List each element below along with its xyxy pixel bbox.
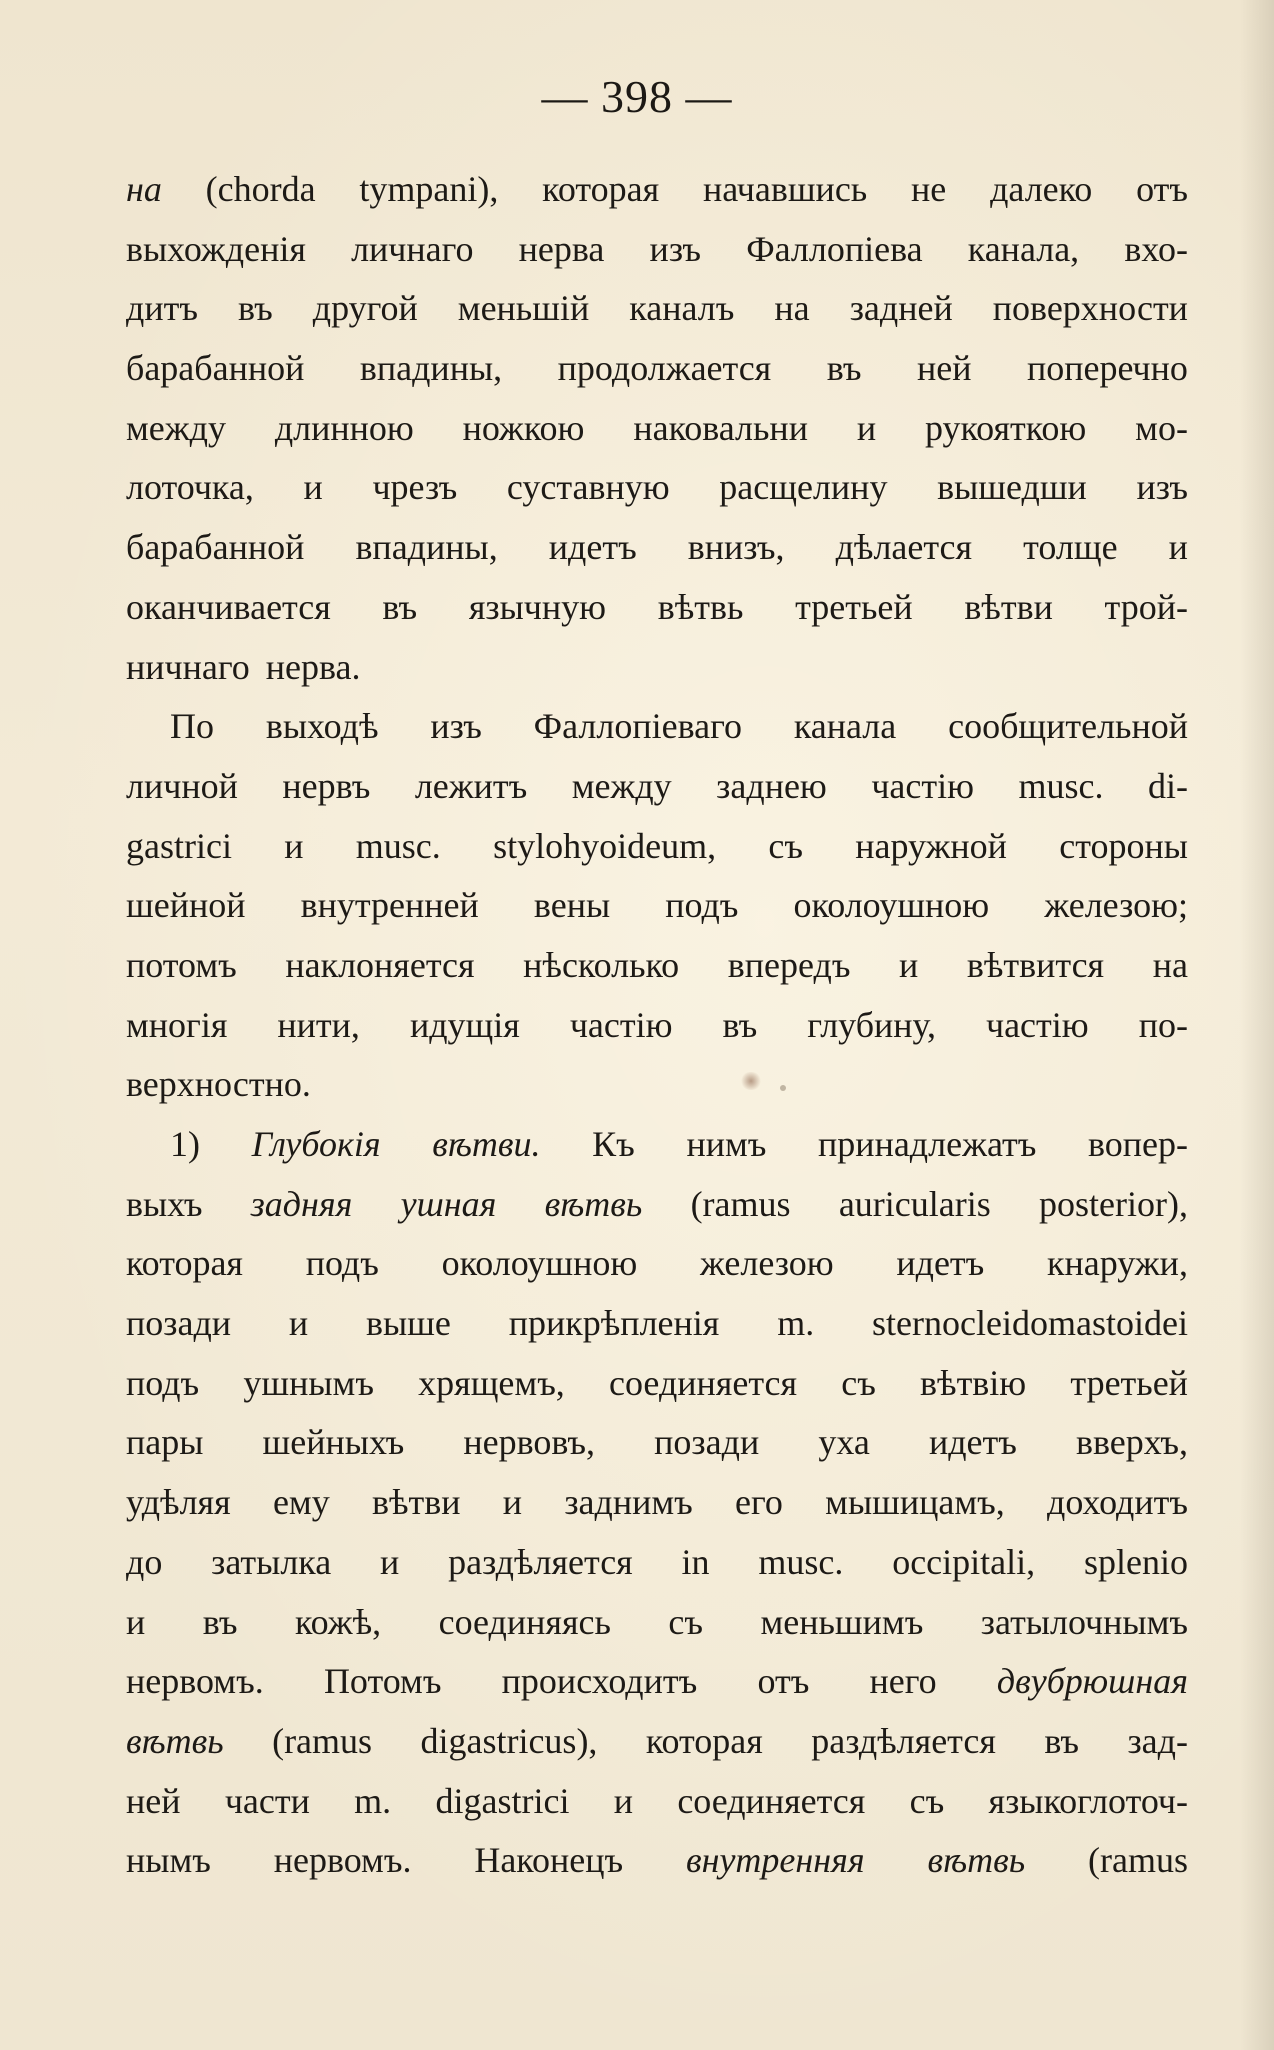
page-number: — 398 —	[541, 71, 733, 122]
word: выхъ	[126, 1183, 203, 1224]
word: железою	[699, 1243, 834, 1284]
word: нервомъ.	[273, 1840, 412, 1881]
text-line	[126, 1115, 1188, 1175]
word: околоушною	[793, 885, 990, 926]
word: идущія	[409, 1004, 520, 1045]
paper-fleck	[780, 1085, 786, 1091]
word: шейныхъ	[262, 1422, 405, 1463]
word: позади	[126, 1303, 232, 1344]
word: частію	[985, 1004, 1089, 1045]
word: digastricus),	[420, 1720, 598, 1761]
word: Фаллопіева	[746, 228, 923, 269]
word: потомъ	[126, 944, 237, 985]
text-line	[126, 160, 1188, 220]
word: него	[869, 1661, 937, 1702]
word: Фаллопіеваго	[533, 706, 742, 747]
word: и	[1168, 527, 1188, 568]
word: изъ	[649, 228, 702, 269]
word: отъ	[1136, 169, 1188, 209]
word: наковальни	[633, 407, 808, 448]
word: и	[856, 407, 877, 448]
word: на	[774, 288, 810, 329]
word: нимъ	[686, 1124, 767, 1164]
word: барабанной	[126, 348, 305, 389]
text-line	[126, 339, 1188, 399]
word: которая	[645, 1720, 763, 1761]
word: и	[899, 944, 919, 985]
word: musc.	[758, 1541, 844, 1582]
italic-word: вѣтвь	[544, 1183, 643, 1224]
word: соединяется	[677, 1780, 866, 1821]
word: до	[126, 1541, 163, 1582]
word: вѣтвится	[966, 944, 1105, 985]
word: личной	[126, 765, 238, 806]
word: толще	[1023, 527, 1118, 568]
word: между	[126, 407, 226, 448]
text-line	[126, 1055, 1188, 1115]
word: хрящемъ,	[418, 1362, 565, 1403]
italic-word: Глубокія	[251, 1124, 381, 1164]
word: въ	[1044, 1720, 1080, 1761]
word: in	[681, 1541, 710, 1582]
text-line	[126, 757, 1188, 817]
word: вены	[533, 885, 611, 926]
word: съ	[841, 1362, 876, 1403]
word: нерва.	[265, 646, 361, 687]
word: многія	[126, 1004, 228, 1045]
word: расщелину	[719, 467, 888, 508]
word: и	[613, 1780, 634, 1821]
text-line	[126, 1772, 1188, 1832]
word: Къ	[592, 1124, 635, 1164]
text-line	[126, 638, 1188, 698]
italic-word: вѣтвь	[126, 1720, 224, 1761]
word: изъ	[1136, 467, 1188, 508]
word: его	[735, 1482, 783, 1523]
word: musc.	[355, 825, 441, 866]
word: язычную	[468, 586, 607, 627]
word: нерва	[518, 228, 605, 269]
word: барабанной	[126, 527, 305, 568]
word: подъ	[305, 1243, 379, 1284]
text-line	[126, 1175, 1188, 1235]
text-line	[126, 518, 1188, 578]
word: (ramus	[690, 1183, 791, 1224]
word: стороны	[1059, 825, 1188, 866]
text-line	[126, 578, 1188, 638]
word: ней	[916, 348, 972, 389]
word: околоушною	[441, 1243, 638, 1284]
word: вхо-	[1124, 228, 1188, 269]
word: и	[284, 825, 304, 866]
word: ничнаго	[126, 646, 250, 687]
word: нѣсколько	[523, 944, 680, 985]
word: auricularis	[838, 1183, 991, 1224]
word: изъ	[430, 706, 482, 747]
text-line	[126, 1831, 1188, 1891]
italic-word: внутренняя	[685, 1840, 865, 1881]
word: частію	[871, 765, 975, 806]
word: вѣтвь	[657, 586, 744, 627]
word: въ	[826, 348, 862, 389]
word: въ	[722, 1004, 758, 1045]
word: ушнымъ	[243, 1362, 374, 1403]
word: выхожденія	[126, 228, 306, 269]
word: далеко	[990, 169, 1093, 209]
word: на	[1152, 944, 1188, 985]
word: третьей	[1070, 1362, 1188, 1403]
word: длинною	[274, 407, 414, 448]
word: (chorda	[205, 169, 316, 209]
word: железою;	[1044, 885, 1188, 926]
text-line	[126, 1652, 1188, 1712]
text-line	[126, 399, 1188, 459]
text-line	[126, 1593, 1188, 1653]
word: нервовъ,	[463, 1422, 596, 1463]
italic-word: двубрюшная	[996, 1661, 1188, 1702]
word: соединяясь	[438, 1601, 611, 1642]
word: впадины,	[359, 348, 503, 389]
italic-word: ушная	[400, 1183, 497, 1224]
word: заднимъ	[564, 1482, 693, 1523]
word: удѣляя	[126, 1482, 231, 1523]
italic-word: вѣтви.	[432, 1124, 541, 1164]
word: и	[380, 1541, 400, 1582]
word: рукояткою	[924, 407, 1087, 448]
word: начавшись	[702, 169, 868, 209]
text-line	[126, 1533, 1188, 1593]
word: третьей	[795, 586, 913, 627]
word: меньшимъ	[760, 1601, 924, 1642]
text-line	[126, 936, 1188, 996]
word: меньшій	[457, 288, 590, 329]
word: и	[502, 1482, 523, 1523]
word: ней	[126, 1780, 181, 1821]
word: языкоглоточ-	[988, 1780, 1188, 1821]
word: stylohyoideum,	[493, 825, 717, 866]
word: sternocleidomastoidei	[872, 1303, 1188, 1344]
word: musc.	[1018, 765, 1104, 806]
text-line	[126, 996, 1188, 1056]
word: затылочнымъ	[980, 1601, 1188, 1642]
word: въ	[202, 1601, 238, 1642]
word: заднею	[716, 765, 827, 806]
word: подъ	[126, 1362, 200, 1403]
word: впадины,	[355, 527, 498, 568]
word: зад-	[1127, 1720, 1188, 1761]
word: m.	[777, 1303, 815, 1344]
word: дѣлается	[835, 527, 973, 568]
word: вѣтви	[964, 586, 1053, 627]
word: въ	[237, 288, 273, 329]
word: вышедши	[937, 467, 1087, 508]
word: позади	[654, 1422, 760, 1463]
text-line	[126, 1473, 1188, 1533]
word: поперечно	[1026, 348, 1188, 389]
word: соединяется	[609, 1362, 798, 1403]
word: лоточка,	[126, 467, 254, 508]
word: нервомъ.	[126, 1661, 264, 1702]
word: (ramus	[1088, 1840, 1188, 1881]
word: выше	[366, 1303, 451, 1344]
word: лежитъ	[414, 765, 528, 806]
word: выходѣ	[265, 706, 379, 747]
word: По	[170, 706, 214, 747]
word: раздѣляется	[811, 1720, 996, 1761]
page-edge-shadow	[1240, 0, 1274, 2050]
word: нымъ	[126, 1840, 211, 1881]
word: части	[224, 1780, 310, 1821]
word: occipitali,	[892, 1541, 1036, 1582]
text-line	[126, 876, 1188, 936]
word: оканчивается	[126, 586, 331, 627]
word: прикрѣпленія	[508, 1303, 720, 1344]
word: чрезъ	[372, 467, 458, 508]
word: идетъ	[896, 1243, 985, 1284]
text-line	[126, 458, 1188, 518]
word: глубину,	[807, 1004, 936, 1045]
word: впередъ	[727, 944, 851, 985]
word: мо-	[1135, 407, 1188, 448]
word: поверхности	[992, 288, 1188, 329]
word: другой	[312, 288, 418, 329]
word: происходитъ	[501, 1661, 698, 1702]
word: вѣтвію	[920, 1362, 1027, 1403]
word: продолжается	[557, 348, 772, 389]
text-line	[126, 1354, 1188, 1414]
word: splenio	[1083, 1541, 1188, 1582]
word: и	[288, 1303, 309, 1344]
word: съ	[768, 825, 803, 866]
word: затылка	[211, 1541, 332, 1582]
text-line	[126, 1294, 1188, 1354]
word: личнаго	[351, 228, 474, 269]
word: задней	[849, 288, 953, 329]
word: идетъ	[548, 527, 637, 568]
word: Наконецъ	[474, 1840, 624, 1881]
word: подъ	[665, 885, 739, 926]
word: канала	[793, 706, 897, 747]
word: внутренней	[300, 885, 479, 926]
word: наклоняется	[285, 944, 475, 985]
text-line	[126, 220, 1188, 280]
word: съ	[909, 1780, 945, 1821]
word: верхностно.	[126, 1064, 311, 1105]
word: суставную	[506, 467, 670, 508]
word: уха	[818, 1422, 870, 1463]
word: принадлежатъ	[818, 1124, 1037, 1164]
word: по-	[1138, 1004, 1188, 1045]
word: которая	[542, 169, 660, 209]
word: между	[571, 765, 672, 806]
word: Потомъ	[323, 1661, 442, 1702]
word: вѣтви	[371, 1482, 461, 1523]
word: мышицамъ,	[825, 1482, 1005, 1523]
word: gastrici	[126, 825, 232, 866]
italic-word: вѣтвь	[927, 1840, 1026, 1881]
word: и	[303, 467, 323, 508]
body-text	[126, 160, 1188, 1891]
text-line	[126, 817, 1188, 877]
word: доходитъ	[1047, 1482, 1188, 1523]
word: вопер-	[1087, 1124, 1188, 1164]
word: частію	[569, 1004, 673, 1045]
word: которая	[126, 1243, 243, 1284]
word: раздѣляется	[448, 1541, 633, 1582]
word: 1)	[170, 1124, 200, 1164]
word: posterior),	[1039, 1183, 1188, 1224]
word: (ramus	[272, 1720, 373, 1761]
paper-stain	[740, 1072, 762, 1090]
word: и	[126, 1601, 146, 1642]
word: наружной	[855, 825, 1007, 866]
text-line	[126, 279, 1188, 339]
word: кнаружи,	[1047, 1243, 1188, 1284]
word: нервъ	[282, 765, 371, 806]
word: канала,	[967, 228, 1080, 269]
text-line	[126, 697, 1188, 757]
word: съ	[668, 1601, 703, 1642]
word: не	[911, 169, 947, 209]
word: кожѣ,	[294, 1601, 382, 1642]
word: m.	[354, 1780, 392, 1821]
word: ему	[272, 1482, 330, 1523]
word: di-	[1147, 765, 1188, 806]
text-line	[126, 1413, 1188, 1473]
word: пары	[126, 1422, 204, 1463]
word: внизъ,	[687, 527, 785, 568]
word: сообщительной	[948, 706, 1188, 747]
word: отъ	[757, 1661, 810, 1702]
italic-word: на	[126, 169, 162, 209]
word: каналъ	[629, 288, 735, 329]
word: шейной	[126, 885, 246, 926]
word: tympani),	[359, 169, 499, 209]
word: трой-	[1104, 586, 1188, 627]
word: вверхъ,	[1075, 1422, 1188, 1463]
word: нити,	[277, 1004, 360, 1045]
text-line	[126, 1234, 1188, 1294]
word: дитъ	[126, 288, 198, 329]
italic-word: задняя	[250, 1183, 353, 1224]
word: въ	[382, 586, 418, 627]
word: идетъ	[928, 1422, 1017, 1463]
text-line	[126, 1712, 1188, 1772]
word: digastrici	[435, 1780, 570, 1821]
word: ножкою	[462, 407, 585, 448]
